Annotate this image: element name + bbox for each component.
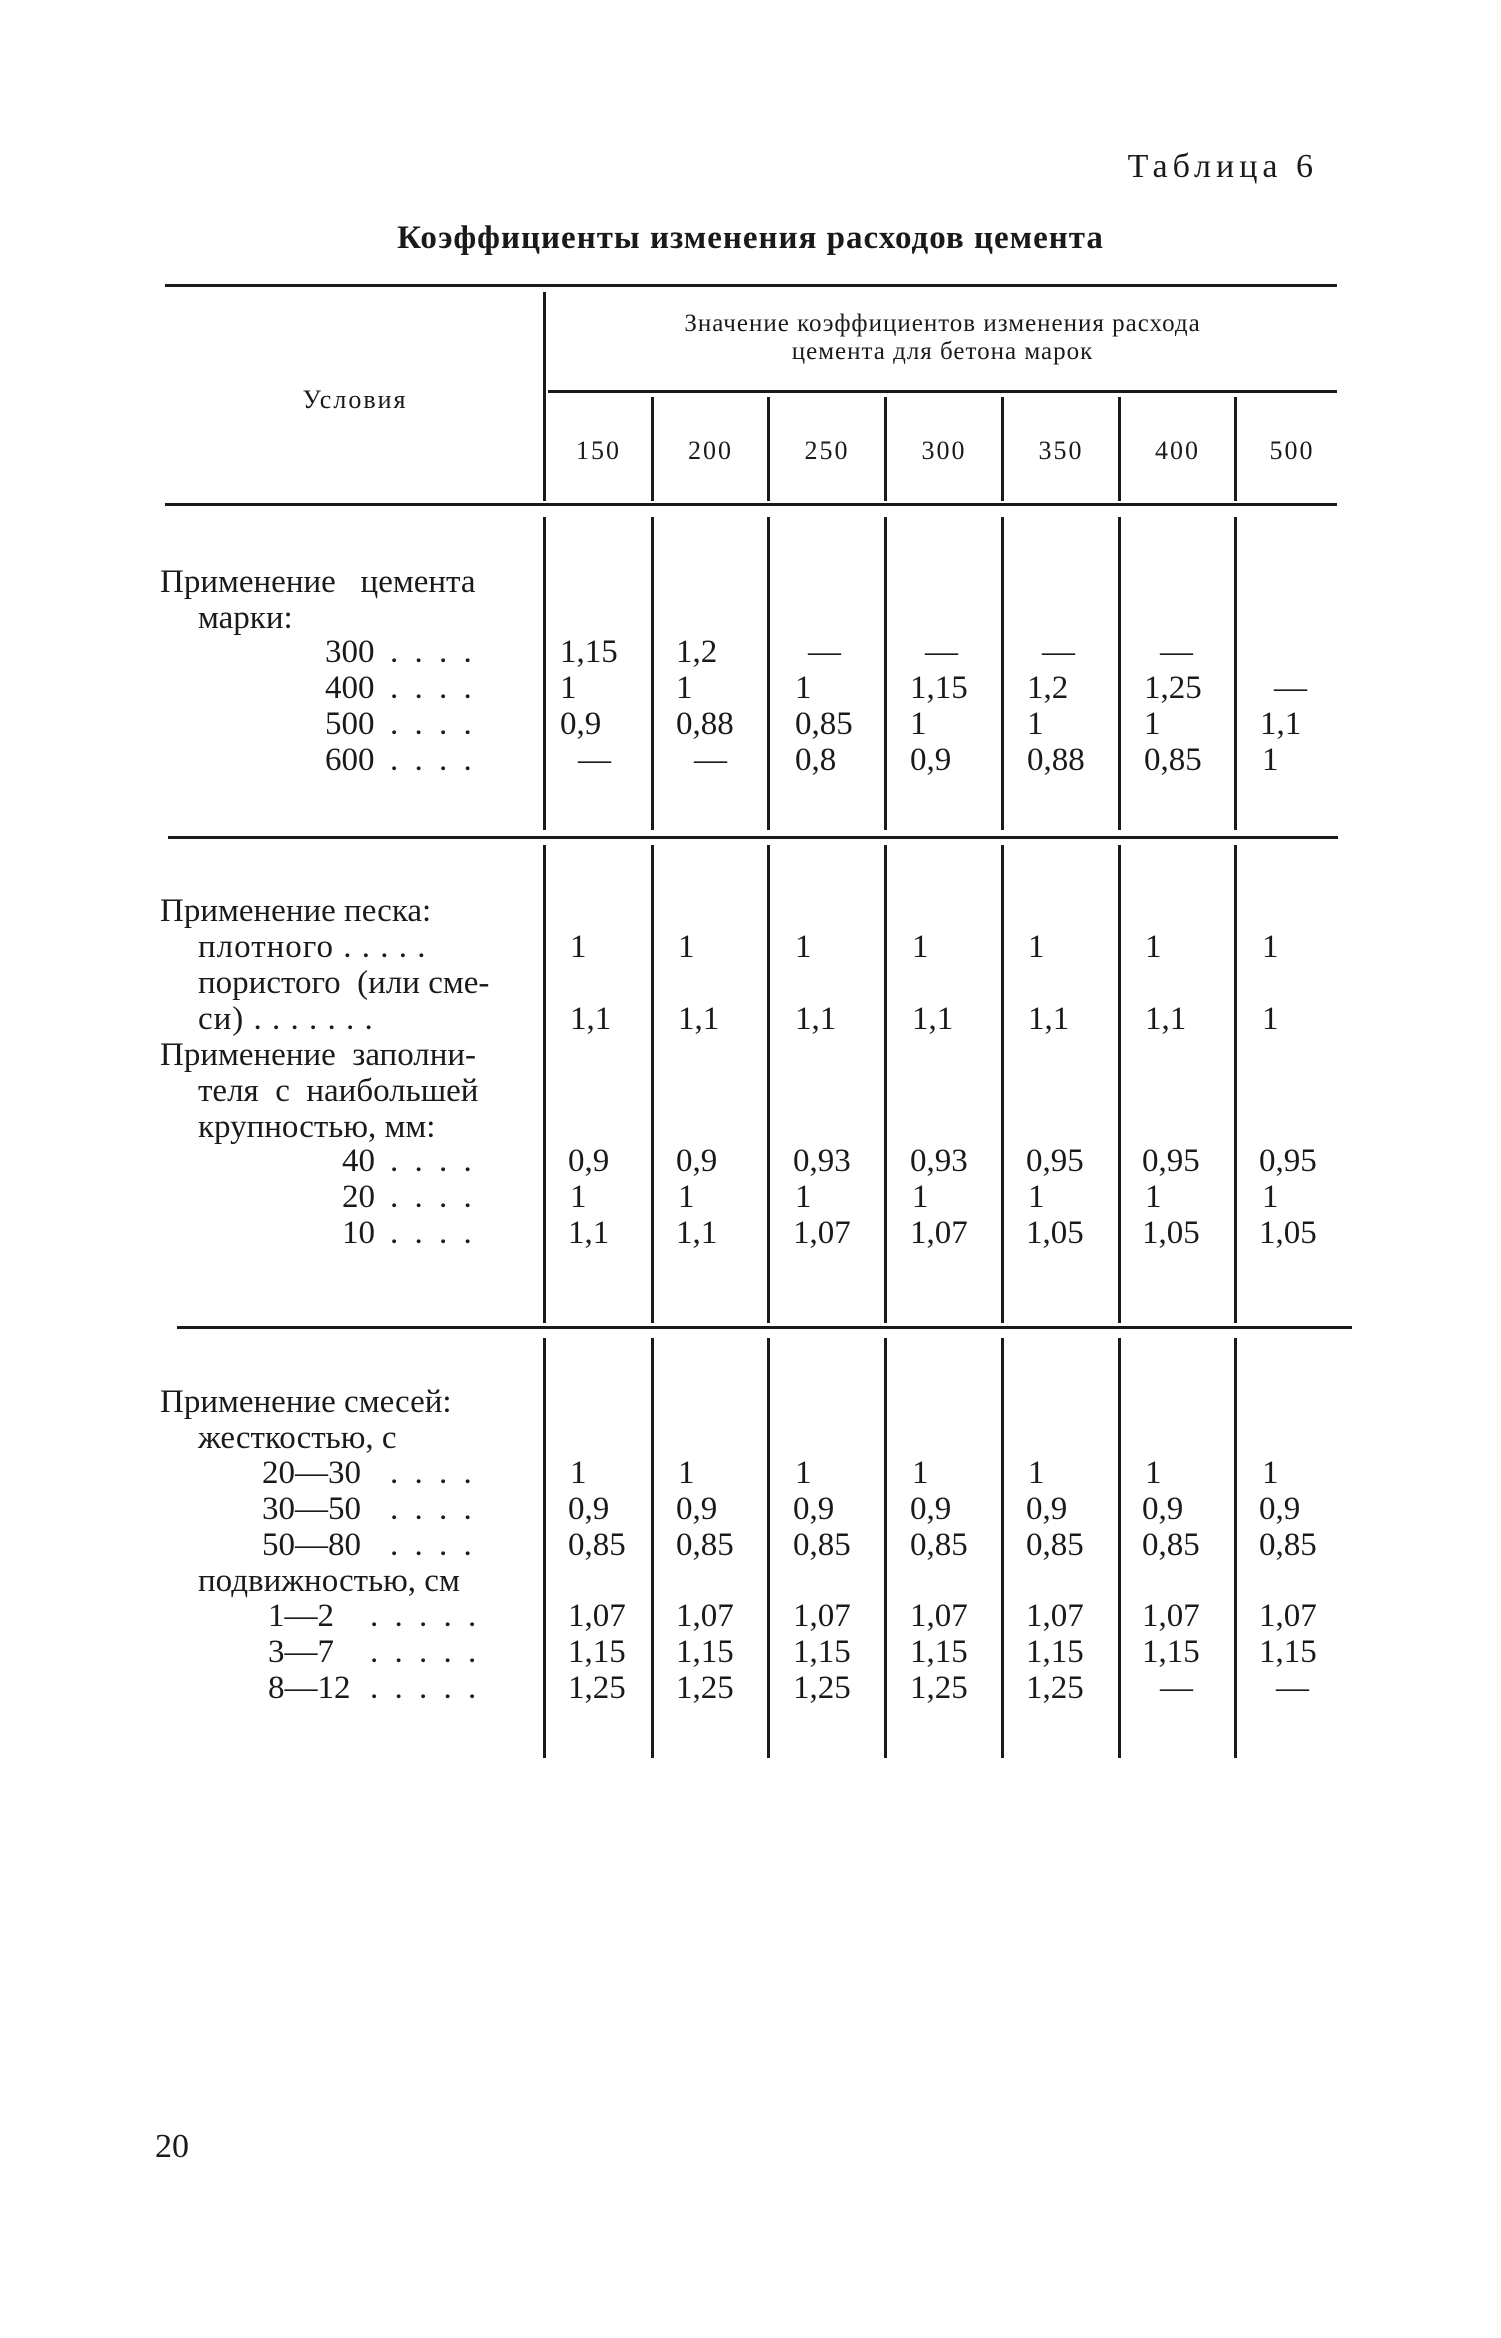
s3-stiff-row1-dots: . . . . xyxy=(390,1455,476,1491)
s1-cell: 0,9 xyxy=(560,706,602,742)
s1-cell: 1 xyxy=(910,706,927,742)
page-number: 20 xyxy=(155,2128,189,2165)
grade-150: 150 xyxy=(576,436,621,465)
s3-cell: 1,15 xyxy=(793,1634,851,1670)
s3-cell: 1,25 xyxy=(793,1670,851,1706)
s3-stiff-row2-dots: . . . . xyxy=(390,1491,476,1527)
s1-cell: — xyxy=(1274,670,1307,706)
s2-cell: 0,9 xyxy=(676,1143,718,1179)
s2-cell: 1,1 xyxy=(795,1001,837,1037)
s2-cell: 1 xyxy=(795,1179,812,1215)
s2-cell: 1,1 xyxy=(1028,1001,1070,1037)
s3-cell: 0,9 xyxy=(1026,1491,1068,1527)
s1-cell: 1 xyxy=(1262,742,1279,778)
s3-cell: — xyxy=(1276,1670,1309,1706)
grade-400: 400 xyxy=(1155,436,1200,465)
s1-cell: — xyxy=(1042,634,1075,670)
s3-cell: 1 xyxy=(1028,1455,1045,1491)
s3-cell: 1,07 xyxy=(568,1598,626,1634)
s2-cell: 1,1 xyxy=(912,1001,954,1037)
s1-cell: 0,8 xyxy=(795,742,837,778)
s2-cell: 1 xyxy=(570,1179,587,1215)
s1-title-line2: марки: xyxy=(198,600,293,636)
s2-cell: 1,05 xyxy=(1142,1215,1200,1251)
s3-divider-2 xyxy=(767,1338,770,1758)
s3-stiff-row1-label: 20—30 xyxy=(262,1455,361,1491)
s2-cell: 1 xyxy=(1028,1179,1045,1215)
s3-cell: 1,07 xyxy=(1259,1598,1317,1634)
s1-row-500-label: 500 xyxy=(325,706,375,742)
s3-mob-row2-dots: . . . . . xyxy=(370,1634,481,1670)
s1-cell: 1,15 xyxy=(560,634,618,670)
s2-cell: 1 xyxy=(1262,929,1279,965)
s3-divider-4 xyxy=(1001,1338,1004,1758)
s1-divider-4 xyxy=(1001,517,1004,830)
s2-cell: 1 xyxy=(1262,1179,1279,1215)
s1-cell: 1,15 xyxy=(910,670,968,706)
s3-mob-row3-dots: . . . . . xyxy=(370,1670,481,1706)
s2-cell: 0,95 xyxy=(1259,1143,1317,1179)
s3-cell: 1,15 xyxy=(1026,1634,1084,1670)
s1-row-600-label: 600 xyxy=(325,742,375,778)
s2-agg-line3: крупностью, мм: xyxy=(198,1109,436,1145)
section2-bottom-rule xyxy=(177,1326,1352,1329)
s2-cell: 1 xyxy=(678,1179,695,1215)
header-coef-line1: Значение коэффициентов изменения расхода xyxy=(684,310,1201,337)
s1-cell: — xyxy=(1160,634,1193,670)
s3-stiff-row3-dots: . . . . xyxy=(390,1527,476,1563)
s2-row-10-dots: . . . . xyxy=(390,1215,476,1251)
s2-cell: 1 xyxy=(912,929,929,965)
s2-cell: 1,1 xyxy=(678,1001,720,1037)
section1-bottom-rule xyxy=(168,836,1338,839)
s2-agg-line2: теля с наибольшей xyxy=(198,1073,479,1109)
s3-divider-3 xyxy=(884,1338,887,1758)
s2-cell: 1 xyxy=(795,929,812,965)
s3-stiff-row2-label: 30—50 xyxy=(262,1491,361,1527)
s1-divider-3 xyxy=(884,517,887,830)
s2-cell: 1,1 xyxy=(568,1215,610,1251)
s1-cell: — xyxy=(694,742,727,778)
s1-divider-2 xyxy=(767,517,770,830)
s3-stiff-row3-label: 50—80 xyxy=(262,1527,361,1563)
s2-cell: 1 xyxy=(1145,1179,1162,1215)
s1-title-line1: Применение цемента xyxy=(160,564,476,600)
s2-divider-3 xyxy=(884,845,887,1323)
s3-cell: 1,07 xyxy=(676,1598,734,1634)
header-coef-rule xyxy=(548,390,1337,393)
s2-cell: 1 xyxy=(1028,929,1045,965)
s3-cell: 0,85 xyxy=(1026,1527,1084,1563)
s3-cell: 1,25 xyxy=(910,1670,968,1706)
s3-cell: — xyxy=(1160,1670,1193,1706)
s3-cell: 1,15 xyxy=(1259,1634,1317,1670)
header-coefficients xyxy=(550,310,1335,366)
s3-cell: 0,85 xyxy=(1259,1527,1317,1563)
s3-mob-row1-dots: . . . . . xyxy=(370,1598,481,1634)
header-coef-line2: цемента для бетона марок xyxy=(791,338,1094,365)
s2-divider-2 xyxy=(767,845,770,1323)
s2-cell: 1,07 xyxy=(793,1215,851,1251)
s1-cell: 1 xyxy=(560,670,577,706)
s1-row-400-dots: . . . . xyxy=(390,670,476,706)
s1-divider-5 xyxy=(1118,517,1121,830)
s3-cell: 0,9 xyxy=(910,1491,952,1527)
s2-cell: 1,07 xyxy=(910,1215,968,1251)
s1-cell: — xyxy=(925,634,958,670)
s3-title: Применение смесей: xyxy=(160,1384,452,1420)
s3-cell: 1,07 xyxy=(1026,1598,1084,1634)
s1-cell: 1,1 xyxy=(1260,706,1302,742)
s2-row-40-label: 40 xyxy=(342,1143,375,1179)
s3-cell: 1,07 xyxy=(793,1598,851,1634)
grade-250: 250 xyxy=(804,436,850,465)
table-title: Коэффициенты изменения расходов цемента xyxy=(397,220,1104,256)
s3-cell: 0,9 xyxy=(568,1491,610,1527)
s2-cell: 0,93 xyxy=(793,1143,851,1179)
s3-cell: 0,9 xyxy=(1259,1491,1301,1527)
s2-divider-5 xyxy=(1118,845,1121,1323)
s3-stiff-label: жесткостью, с xyxy=(198,1420,397,1456)
s2-cell: 1 xyxy=(912,1179,929,1215)
s1-cell: 1 xyxy=(1144,706,1161,742)
s2-cell: 1,1 xyxy=(676,1215,718,1251)
s3-mob-row2-label: 3—7 xyxy=(268,1634,334,1670)
s1-row-600-dots: . . . . xyxy=(390,742,476,778)
header-conditions: Условия xyxy=(302,385,408,414)
grade-300: 300 xyxy=(921,436,967,465)
s2-cell: 1,05 xyxy=(1026,1215,1084,1251)
s2-row-20-label: 20 xyxy=(342,1179,375,1215)
s2-cell: 0,95 xyxy=(1026,1143,1084,1179)
s3-divider-1 xyxy=(651,1338,654,1758)
s2-divider-4 xyxy=(1001,845,1004,1323)
grade-200: 200 xyxy=(688,436,733,465)
s3-cell: 1,15 xyxy=(910,1634,968,1670)
s3-divider-6 xyxy=(1234,1338,1237,1758)
grade-350: 350 xyxy=(1038,436,1084,465)
s2-cell: 1,05 xyxy=(1259,1215,1317,1251)
s3-mob-row3-label: 8—12 xyxy=(268,1670,351,1706)
s2-divider-1 xyxy=(651,845,654,1323)
s3-cell: 0,9 xyxy=(793,1491,835,1527)
s1-cell: 0,88 xyxy=(676,706,734,742)
s3-cell: 1 xyxy=(678,1455,695,1491)
s1-cell: 1,25 xyxy=(1144,670,1202,706)
s3-cell: 0,85 xyxy=(1142,1527,1200,1563)
s3-cell: 1,07 xyxy=(1142,1598,1200,1634)
s3-cell: 1,15 xyxy=(568,1634,626,1670)
s2-divider-0 xyxy=(543,845,546,1323)
s1-cell: 0,85 xyxy=(795,706,853,742)
s3-cell: 1 xyxy=(912,1455,929,1491)
s1-cell: 1,2 xyxy=(1027,670,1069,706)
s1-row-500-dots: . . . . xyxy=(390,706,476,742)
table-top-rule xyxy=(165,284,1337,287)
s3-cell: 1,25 xyxy=(676,1670,734,1706)
s3-cell: 0,85 xyxy=(676,1527,734,1563)
s3-cell: 1 xyxy=(570,1455,587,1491)
s2-cell: 1 xyxy=(678,929,695,965)
s2-sand-title: Применение песка: xyxy=(160,893,432,929)
s2-porous-line2: си) . . . . . . . xyxy=(198,1001,374,1037)
s1-divider-1 xyxy=(651,517,654,830)
s1-divider-0 xyxy=(543,517,546,830)
s2-dense-label: плотного . . . . . xyxy=(198,929,427,965)
s3-cell: 0,9 xyxy=(1142,1491,1184,1527)
s2-porous-line1: пористого (или сме- xyxy=(198,965,490,1001)
s3-cell: 1 xyxy=(1145,1455,1162,1491)
s3-mob-label: подвижностью, см xyxy=(198,1563,460,1599)
s1-row-300-label: 300 xyxy=(325,634,375,670)
s1-cell: 0,88 xyxy=(1027,742,1085,778)
s3-cell: 1 xyxy=(1262,1455,1279,1491)
s1-cell: 1 xyxy=(676,670,693,706)
s2-row-20-dots: . . . . xyxy=(390,1179,476,1215)
s1-cell: 1 xyxy=(1027,706,1044,742)
s1-row-300-dots: . . . . xyxy=(390,634,476,670)
s3-cell: 1,15 xyxy=(676,1634,734,1670)
grade-500: 500 xyxy=(1269,436,1315,465)
s3-cell: 0,85 xyxy=(793,1527,851,1563)
s3-divider-0 xyxy=(543,1338,546,1758)
s2-cell: 0,95 xyxy=(1142,1143,1200,1179)
s1-cell: — xyxy=(808,634,841,670)
s2-cell: 0,9 xyxy=(568,1143,610,1179)
s1-row-400-label: 400 xyxy=(325,670,375,706)
s3-cell: 0,9 xyxy=(676,1491,718,1527)
s3-cell: 1,25 xyxy=(1026,1670,1084,1706)
s3-cell: 0,85 xyxy=(568,1527,626,1563)
s2-row-40-dots: . . . . xyxy=(390,1143,476,1179)
s2-cell: 0,93 xyxy=(910,1143,968,1179)
s2-divider-6 xyxy=(1234,845,1237,1323)
s2-cell: 1,1 xyxy=(570,1001,612,1037)
s2-cell: 1 xyxy=(1262,1001,1279,1037)
s2-cell: 1,1 xyxy=(1145,1001,1187,1037)
s2-cell: 1 xyxy=(570,929,587,965)
s3-cell: 1 xyxy=(795,1455,812,1491)
s3-divider-5 xyxy=(1118,1338,1121,1758)
s3-cell: 1,07 xyxy=(910,1598,968,1634)
s2-row-10-label: 10 xyxy=(342,1215,375,1251)
s1-cell: — xyxy=(578,742,611,778)
s3-cell: 0,85 xyxy=(910,1527,968,1563)
s3-mob-row1-label: 1—2 xyxy=(268,1598,334,1634)
s1-cell: 0,85 xyxy=(1144,742,1202,778)
s2-cell: 1 xyxy=(1145,929,1162,965)
s1-cell: 1,2 xyxy=(676,634,718,670)
s1-divider-6 xyxy=(1234,517,1237,830)
s3-cell: 1,25 xyxy=(568,1670,626,1706)
table-label: Таблица 6 xyxy=(1127,148,1318,185)
header-bottom-rule xyxy=(165,503,1337,506)
s3-cell: 1,15 xyxy=(1142,1634,1200,1670)
s1-cell: 0,9 xyxy=(910,742,952,778)
s1-cell: 1 xyxy=(795,670,812,706)
s2-agg-line1: Применение заполни- xyxy=(160,1037,477,1073)
